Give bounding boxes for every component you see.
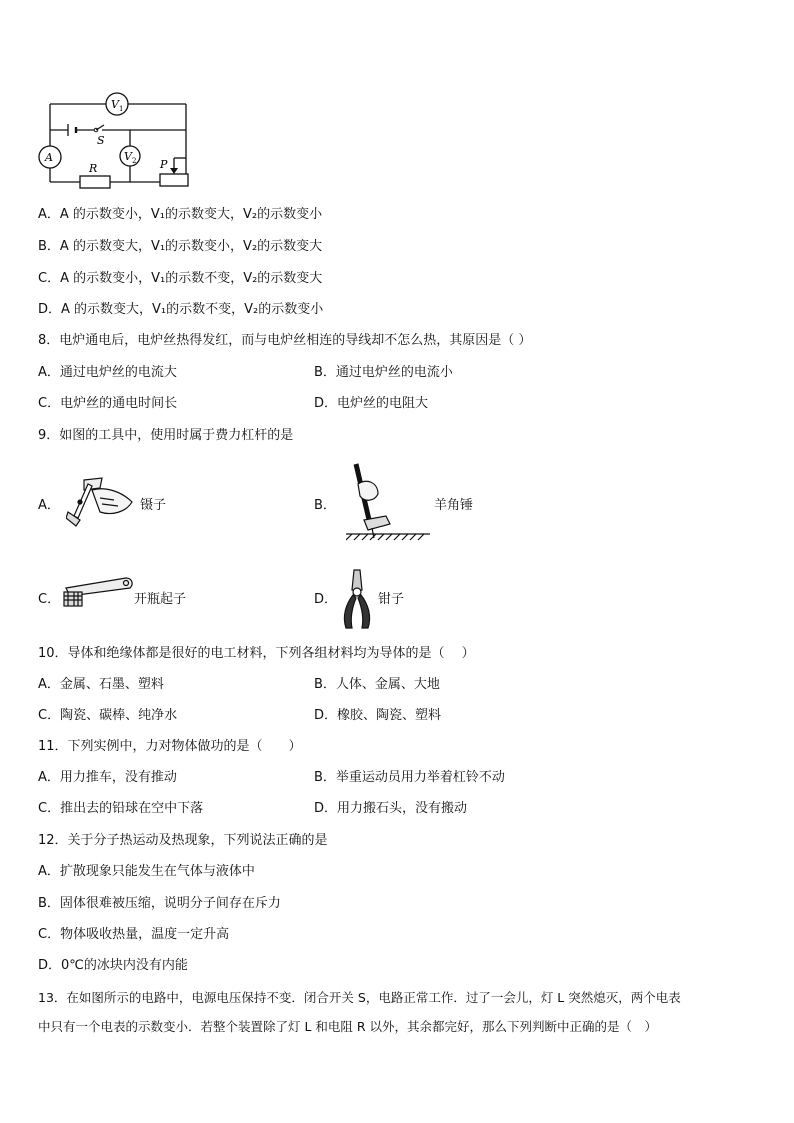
resistor-icon: [80, 176, 110, 188]
q8-option-d: D．电炉丝的电阻大: [314, 396, 429, 411]
q8-option-c: C．电炉丝的通电时间长: [38, 396, 178, 411]
bottle-opener-icon: [60, 574, 134, 610]
v1-label: V: [111, 98, 119, 111]
q9-d-label: 钳子: [378, 592, 405, 607]
resistor-label: R: [89, 162, 98, 175]
q9-a-letter: A．: [38, 498, 60, 513]
q8-option-a: A．通过电炉丝的电流大: [38, 365, 177, 380]
q13-stem-line1: 13．在如图所示的电路中，电源电压保持不变．闭合开关 S，电路正常工作．过了一会儿，灯 L 突然熄灭，两个电表: [38, 990, 681, 1005]
q9-d-letter: D．: [314, 592, 338, 607]
q9-b-label: 羊角锤: [434, 498, 474, 513]
slider-label: P: [160, 158, 168, 171]
v1-sub: 1: [119, 105, 124, 113]
q11-option-a: A．用力推车，没有推动: [38, 770, 177, 785]
v2-sub: 2: [132, 157, 137, 165]
q12-option-a: A．扩散现象只能发生在气体与液体中: [38, 864, 255, 879]
q9-stem: 9．如图的工具中，使用时属于费力杠杆的是: [38, 428, 294, 443]
q7-option-b: B．A 的示数变大，V₁的示数变小，V₂的示数变大: [38, 239, 323, 254]
q11-option-b: B．举重运动员用力举着杠铃不动: [314, 770, 505, 785]
q10-stem: 10．导体和绝缘体都是很好的电工材料，下列各组材料均为导体的是（ ）: [38, 646, 475, 661]
q8-option-b: B．通过电炉丝的电流小: [314, 365, 453, 380]
q9-c-label: 开瓶起子: [134, 592, 187, 607]
claw-hammer-icon: [346, 460, 430, 546]
pliers-icon: [338, 568, 378, 632]
rheostat-icon: [160, 174, 188, 186]
q10-option-a: A．金属、石墨、塑料: [38, 677, 164, 692]
q7-option-d: D．A 的示数变大，V₁的示数不变，V₂的示数变小: [38, 302, 324, 317]
q7-option-a: A．A 的示数变小，V₁的示数变大，V₂的示数变小: [38, 207, 323, 222]
q9-c-letter: C．: [38, 592, 61, 607]
q7-option-c: C．A 的示数变小，V₁的示数不变，V₂的示数变大: [38, 271, 323, 286]
v2-label: V: [124, 150, 132, 163]
q8-stem: 8．电炉通电后，电炉丝热得发红，而与电炉丝相连的导线却不怎么热，其原因是（ ）: [38, 333, 532, 348]
ammeter-label: A: [45, 151, 53, 164]
tweezers-hand-icon: [66, 472, 138, 528]
q11-option-d: D．用力搬石头，没有搬动: [314, 801, 468, 816]
q10-option-d: D．橡胶、陶瓷、塑料: [314, 708, 442, 723]
q10-option-c: C．陶瓷、碳棒、纯净水: [38, 708, 178, 723]
q9-b-letter: B．: [314, 498, 336, 513]
q11-option-c: C．推出去的铅球在空中下落: [38, 801, 204, 816]
q12-stem: 12．关于分子热运动及热现象，下列说法正确的是: [38, 833, 328, 848]
q10-option-b: B．人体、金属、大地: [314, 677, 440, 692]
q12-option-d: D．0℃的冰块内没有内能: [38, 958, 188, 973]
q12-option-c: C．物体吸收热量，温度一定升高: [38, 927, 230, 942]
q11-stem: 11．下列实例中，力对物体做功的是（ ）: [38, 739, 302, 754]
q9-a-label: 镊子: [140, 498, 167, 513]
q13-stem-line2: 中只有一个电表的示数变小．若整个装置除了灯 L 和电阻 R 以外，其余都完好，那么下列判断中正确的是（ ）: [38, 1019, 658, 1034]
circuit-diagram-q7: [38, 88, 198, 190]
switch-label: S: [97, 134, 105, 147]
q12-option-b: B．固体很难被压缩，说明分子间存在斥力: [38, 896, 281, 911]
